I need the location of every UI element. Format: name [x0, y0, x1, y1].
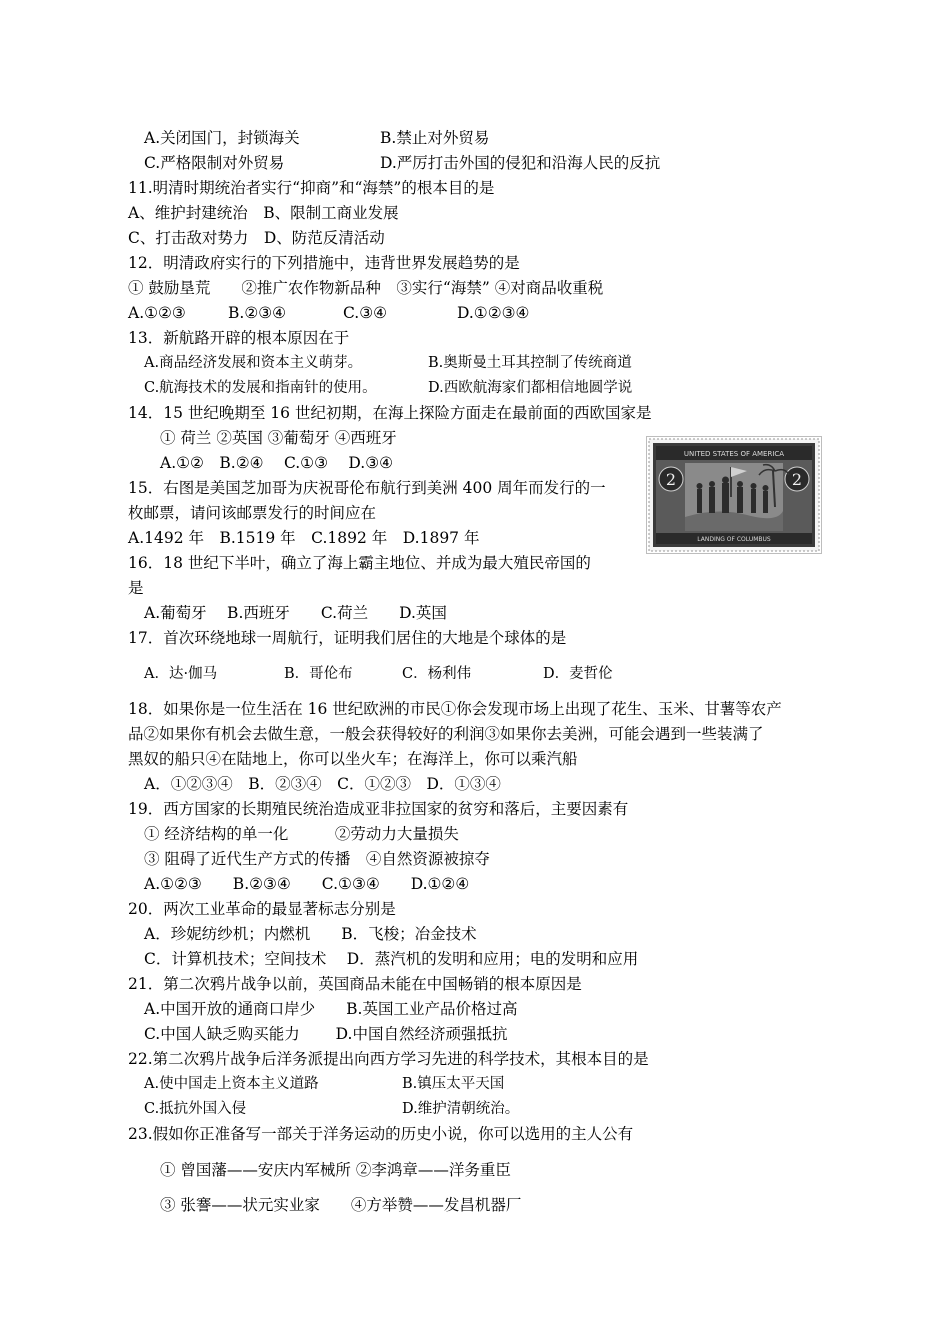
q17-option-a: A．达·伽马: [144, 666, 218, 682]
stamp-illustration: [647, 437, 821, 553]
columbus-stamp-image: [646, 436, 822, 554]
q22-option-a: A.使中国走上资本主义道路: [144, 1076, 319, 1092]
q22-option-b: B.镇压太平天国: [402, 1076, 505, 1092]
q16-options: A.葡萄牙 B.西班牙 C.荷兰 D.英国: [144, 604, 447, 622]
q14-stem: 14．15 世纪晚期至 16 世纪初期，在海上探险方面走在最前面的西欧国家是: [128, 404, 652, 422]
q16-stem-line1: 16．18 世纪下半叶，确立了海上霸主地位、并成为最大殖民帝国的: [128, 554, 591, 572]
q12-option-a: A.①②③: [128, 304, 186, 322]
q21-stem: 21．第二次鸦片战争以前，英国商品未能在中国畅销的根本原因是: [128, 975, 582, 993]
q20-options-ab: A．珍妮纺纱机；内燃机 B．飞梭；冶金技术: [144, 925, 477, 943]
q15-stem-line1: 15．右图是美国芝加哥为庆祝哥伦布航行到美洲 400 周年而发行的一: [128, 479, 606, 497]
q14-options: A.①② B.②④ C.①③ D.③④: [160, 454, 393, 472]
q19-stem: 19．西方国家的长期殖民统治造成亚非拉国家的贫穷和落后，主要因素有: [128, 800, 629, 818]
q21-options-ab: A.中国开放的通商口岸少 B.英国工业产品价格过高: [144, 1000, 518, 1018]
q18-options: A．①②③④ B．②③④ C．①②③ D．①③④: [144, 775, 501, 793]
q10-option-d: D.严厉打击外国的侵犯和沿海人民的反抗: [380, 154, 661, 172]
q17-option-c: C．杨利伟: [402, 666, 472, 682]
q14-items: ① 荷兰 ②英国 ③葡萄牙 ④西班牙: [160, 429, 397, 447]
q19-items-1: ① 经济结构的单一化 ②劳动力大量损失: [144, 825, 459, 843]
q23-stem: 23.假如你正准备写一部关于洋务运动的历史小说，你可以选用的主人公有: [128, 1125, 634, 1143]
q11-options-cd: C、打击敌对势力 D、防范反清活动: [128, 229, 385, 247]
stamp-top-text: UNITED STATES OF AMERICA: [683, 450, 785, 458]
q11-options-ab: A、维护封建统治 B、限制工商业发展: [128, 204, 399, 222]
q20-options-cd: C．计算机技术；空间技术 D．蒸汽机的发明和应用；电的发明和应用: [144, 950, 639, 968]
q13-option-c: C.航海技术的发展和指南针的使用。: [144, 380, 377, 396]
q22-option-c: C.抵抗外国入侵: [144, 1101, 247, 1117]
q10-option-b: B.禁止对外贸易: [380, 129, 490, 147]
q13-option-d: D.西欧航海家们都相信地圆学说: [428, 380, 633, 396]
q22-stem: 22.第二次鸦片战争后洋务派提出向西方学习先进的科学技术，其根本目的是: [128, 1050, 649, 1068]
q20-stem: 20．两次工业革命的最显著标志分别是: [128, 900, 396, 918]
q11-stem: 11.明清时期统治者实行“抑商”和“海禁”的根本目的是: [128, 179, 495, 197]
q12-option-c: C.③④: [343, 304, 388, 322]
stamp-value-left: 2: [665, 470, 677, 489]
q13-option-b: B.奥斯曼土耳其控制了传统商道: [428, 355, 632, 371]
q12-option-d: D.①②③④: [457, 304, 530, 322]
q12-option-b: B.②③④: [228, 304, 287, 322]
q13-stem: 13．新航路开辟的根本原因在于: [128, 329, 350, 347]
stamp-caption: LANDING OF COLUMBUS: [697, 536, 771, 543]
q18-stem-line3: 黑奴的船只④在陆地上，你可以坐火车；在海洋上，你可以乘汽船: [128, 750, 578, 768]
q15-stem-line2: 枚邮票，请问该邮票发行的时间应在: [128, 504, 377, 522]
q13-option-a: A.商品经济发展和资本主义萌芽。: [144, 355, 363, 371]
q15-options: A.1492 年 B.1519 年 C.1892 年 D.1897 年: [128, 529, 480, 547]
q23-items-1: ① 曾国藩——安庆内军械所 ②李鸿章——洋务重臣: [160, 1161, 511, 1179]
q22-option-d: D.维护清朝统治。: [402, 1101, 520, 1117]
q23-items-2: ③ 张謇——状元实业家 ④方举赞——发昌机器厂: [160, 1196, 522, 1214]
q18-stem-line1: 18．如果你是一位生活在 16 世纪欧洲的市民①你会发现市场上出现了花生、玉米、甘薯等农产: [128, 700, 782, 718]
q12-items: ① 鼓励垦荒 ②推广农作物新品种 ③实行“海禁” ④对商品收重税: [128, 279, 604, 297]
stamp-value-right: 2: [791, 470, 803, 489]
q21-options-cd: C.中国人缺乏购买能力 D.中国自然经济顽强抵抗: [144, 1025, 508, 1043]
q17-option-b: B．哥伦布: [284, 666, 353, 682]
q10-option-c: C.严格限制对外贸易: [144, 154, 285, 172]
q16-stem-line2: 是: [128, 579, 144, 597]
q17-option-d: D．麦哲伦: [543, 666, 613, 682]
q12-stem: 12．明清政府实行的下列措施中，违背世界发展趋势的是: [128, 254, 520, 272]
q19-items-2: ③ 阻碍了近代生产方式的传播 ④自然资源被掠夺: [144, 850, 490, 868]
q19-options: A.①②③ B.②③④ C.①③④ D.①②④: [144, 875, 470, 893]
q17-stem: 17．首次环绕地球一周航行，证明我们居住的大地是个球体的是: [128, 629, 567, 647]
q10-option-a: A.关闭国门，封锁海关: [144, 129, 300, 147]
q18-stem-line2: 品②如果你有机会去做生意，一般会获得较好的利润③如果你去美洲，可能会遇到一些装满了: [128, 725, 764, 743]
